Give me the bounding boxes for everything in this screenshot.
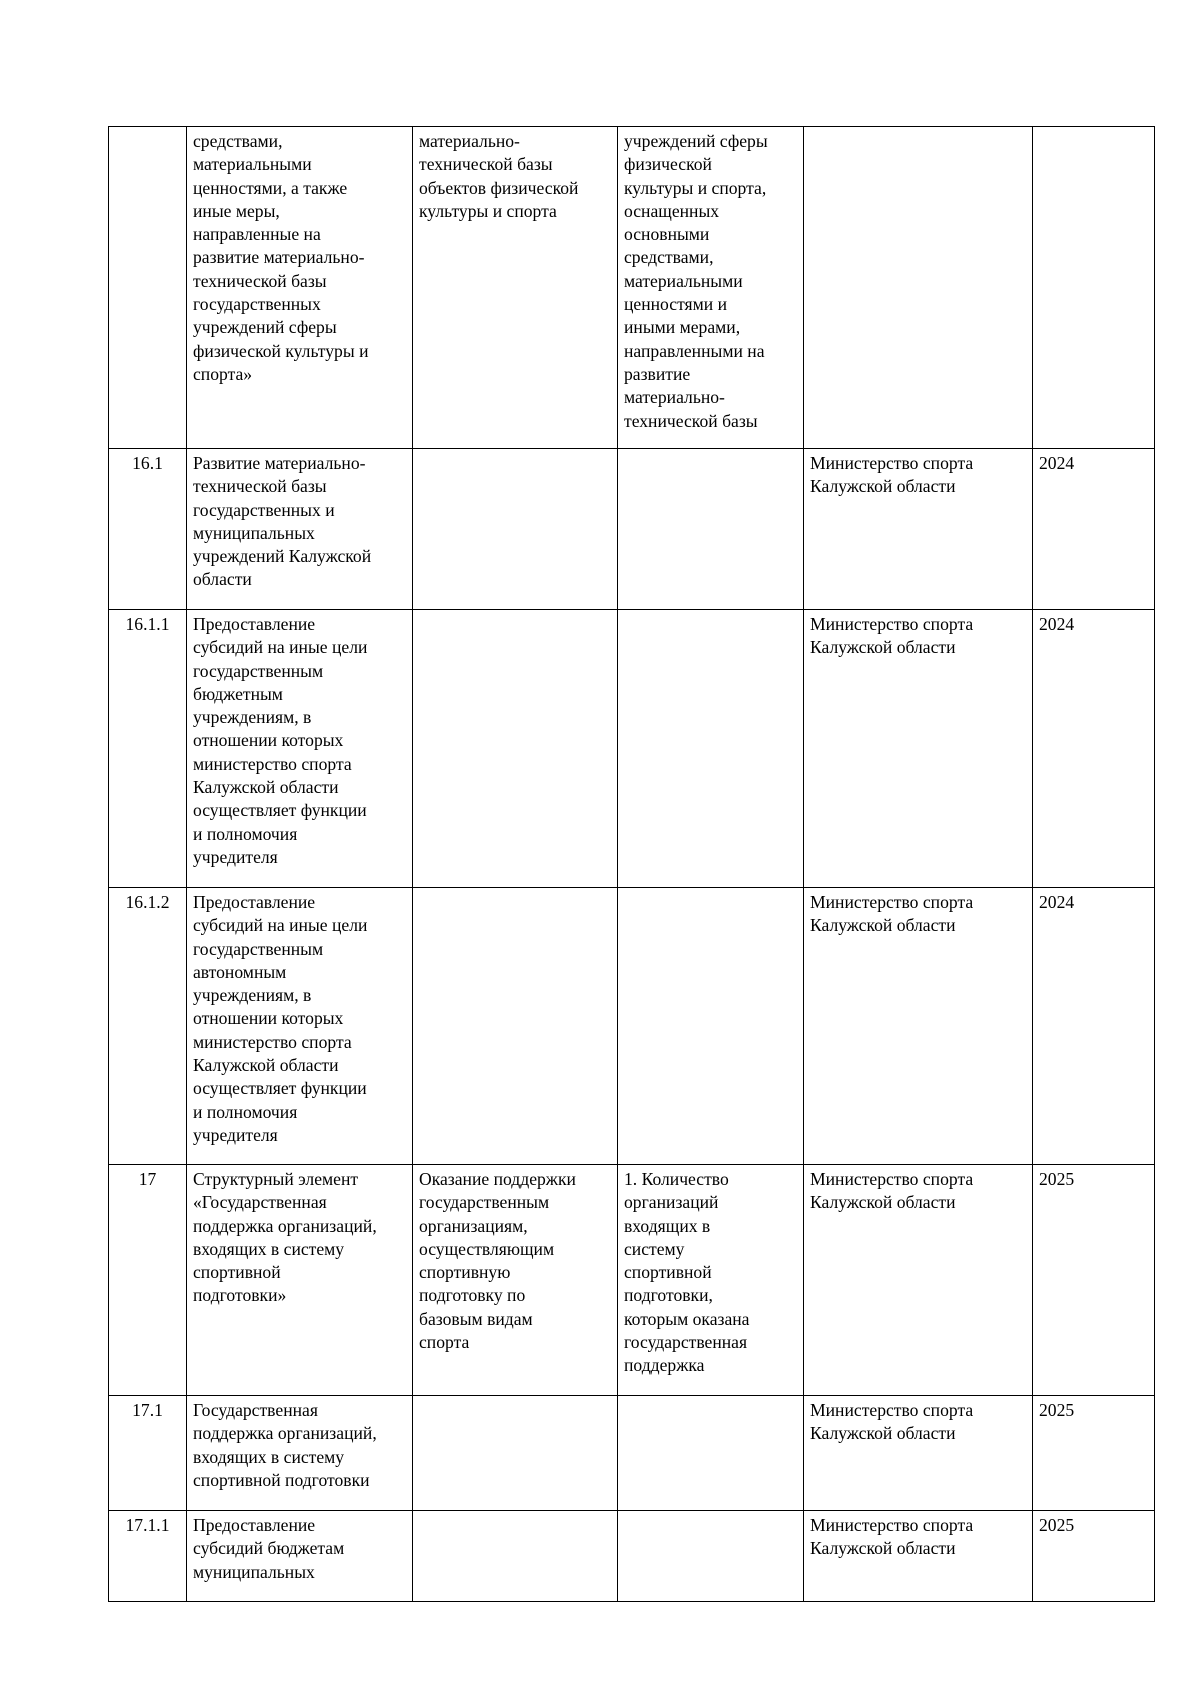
measure-task bbox=[413, 1396, 618, 1511]
measure-executor: Министерство спорта Калужской области bbox=[804, 1165, 1033, 1396]
measure-name: Развитие материально- технической базы государственных и муниципальных учреждений Калужской области bbox=[187, 449, 413, 610]
row-number: 16.1 bbox=[109, 449, 187, 610]
measure-name: Предоставление субсидий на иные цели государственным автономным учреждениям, в отношении которых министерство спорта Калужской области осуществляет функции и полномочия учредителя bbox=[187, 888, 413, 1165]
measure-year: 2024 bbox=[1033, 449, 1155, 610]
measure-result bbox=[618, 1396, 804, 1511]
measure-result: 1. Количество организаций входящих в систему спортивной подготовки, которым оказана государственная поддержка bbox=[618, 1165, 804, 1396]
table-row bbox=[109, 1165, 1155, 1396]
measure-executor: Министерство спорта Калужской области bbox=[804, 888, 1033, 1165]
table-row bbox=[109, 127, 1155, 449]
measure-result: учреждений сферы физической культуры и спорта, оснащенных основными средствами, материальными ценностями и иными мерами, направленными на развитие материально- технической базы bbox=[618, 127, 804, 449]
table-row bbox=[109, 610, 1155, 888]
measure-year: 2024 bbox=[1033, 888, 1155, 1165]
measure-executor: Министерство спорта Калужской области bbox=[804, 1511, 1033, 1602]
row-number bbox=[109, 127, 187, 449]
measure-executor bbox=[804, 127, 1033, 449]
measure-name: Предоставление субсидий бюджетам муниципальных bbox=[187, 1511, 413, 1602]
measure-result bbox=[618, 888, 804, 1165]
measure-year bbox=[1033, 127, 1155, 449]
measure-name: Структурный элемент «Государственная поддержка организаций, входящих в систему спортивной подготовки» bbox=[187, 1165, 413, 1396]
table-row bbox=[109, 888, 1155, 1165]
table-row bbox=[109, 1511, 1155, 1602]
measure-executor: Министерство спорта Калужской области bbox=[804, 610, 1033, 888]
measure-result bbox=[618, 610, 804, 888]
measure-name: Государственная поддержка организаций, входящих в систему спортивной подготовки bbox=[187, 1396, 413, 1511]
measure-year: 2025 bbox=[1033, 1511, 1155, 1602]
measure-year: 2025 bbox=[1033, 1396, 1155, 1511]
measure-task bbox=[413, 888, 618, 1165]
measure-result bbox=[618, 1511, 804, 1602]
measure-name: Предоставление субсидий на иные цели государственным бюджетным учреждениям, в отношении которых министерство спорта Калужской области осуществляет функции и полномочия учредителя bbox=[187, 610, 413, 888]
measure-task bbox=[413, 449, 618, 610]
measure-year: 2025 bbox=[1033, 1165, 1155, 1396]
measure-task bbox=[413, 1511, 618, 1602]
table-row bbox=[109, 449, 1155, 610]
measures-table bbox=[108, 126, 1155, 1602]
measure-task: материально- технической базы объектов физической культуры и спорта bbox=[413, 127, 618, 449]
row-number: 17 bbox=[109, 1165, 187, 1396]
row-number: 16.1.2 bbox=[109, 888, 187, 1165]
measure-task: Оказание поддержки государственным организациям, осуществляющим спортивную подготовку по базовым видам спорта bbox=[413, 1165, 618, 1396]
measure-executor: Министерство спорта Калужской области bbox=[804, 1396, 1033, 1511]
measure-name: средствами, материальными ценностями, а также иные меры, направленные на развитие материально- технической базы государственных учреждений сферы физической культуры и спорта» bbox=[187, 127, 413, 449]
row-number: 16.1.1 bbox=[109, 610, 187, 888]
table-row bbox=[109, 1396, 1155, 1511]
measure-year: 2024 bbox=[1033, 610, 1155, 888]
row-number: 17.1.1 bbox=[109, 1511, 187, 1602]
measure-result bbox=[618, 449, 804, 610]
row-number: 17.1 bbox=[109, 1396, 187, 1511]
measure-executor: Министерство спорта Калужской области bbox=[804, 449, 1033, 610]
measure-task bbox=[413, 610, 618, 888]
